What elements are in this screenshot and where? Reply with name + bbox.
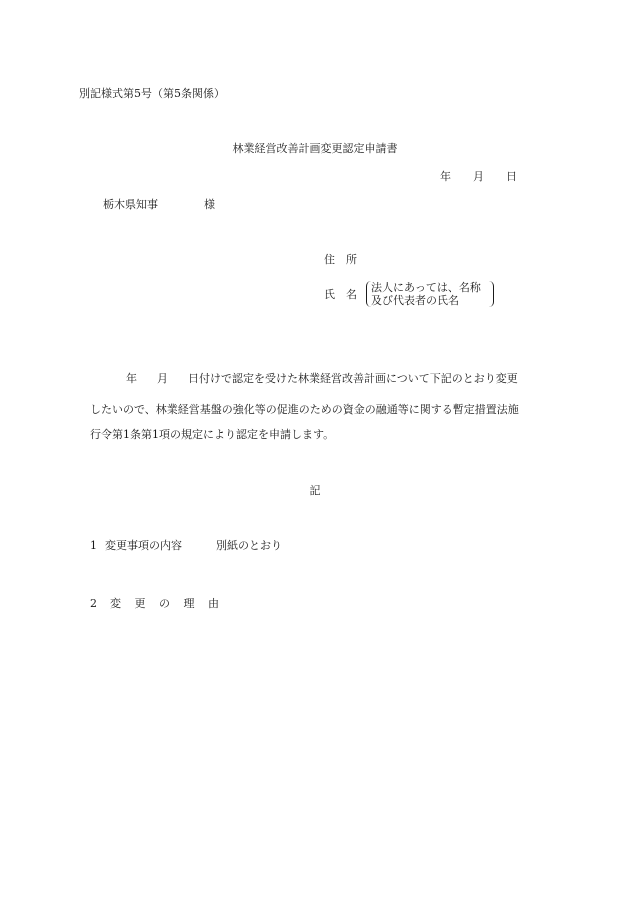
address-label: 住 所 xyxy=(324,253,357,266)
name-note-line-2: 及び代表者の氏名 xyxy=(371,294,459,307)
addressee xyxy=(103,199,215,210)
addressee-name: 栃木県知事 xyxy=(103,198,158,211)
body-line-3: 行令第1条第1項の規定により認定を申請します。 xyxy=(90,428,335,441)
body-month: 月 xyxy=(157,372,168,385)
form-number: 別記様式第5号（第5条関係） xyxy=(79,87,225,100)
body-line-1 xyxy=(90,373,518,384)
item-2-label: 変 更 の 理 由 xyxy=(110,597,224,610)
name-label: 氏 名 xyxy=(324,288,357,301)
item-1-label: 変更事項の内容 xyxy=(105,539,182,552)
addressee-honorific: 様 xyxy=(204,198,215,211)
name-note-line-1: 法人にあっては、名称 xyxy=(371,281,481,294)
item-1-number: 1 xyxy=(90,539,97,552)
item-1-value: 別紙のとおり xyxy=(216,539,282,552)
date-line: 年 月 日 xyxy=(440,170,517,183)
item-2-number: 2 xyxy=(90,597,102,610)
ki-heading: 記 xyxy=(309,484,321,497)
body-line-2: したいので、林業経営基盤の強化等の促進のための資金の融通等に関する暫定措置法施 xyxy=(90,403,519,416)
body-year: 年 xyxy=(126,372,137,385)
body-line-1-text: 日付けで認定を受けた林業経営改善計画について下記のとおり変更 xyxy=(188,372,518,385)
item-1 xyxy=(90,540,282,551)
document-title: 林業経営改善計画変更認定申請書 xyxy=(232,142,398,155)
item-2 xyxy=(90,598,224,609)
name-note-bracket xyxy=(366,281,494,307)
